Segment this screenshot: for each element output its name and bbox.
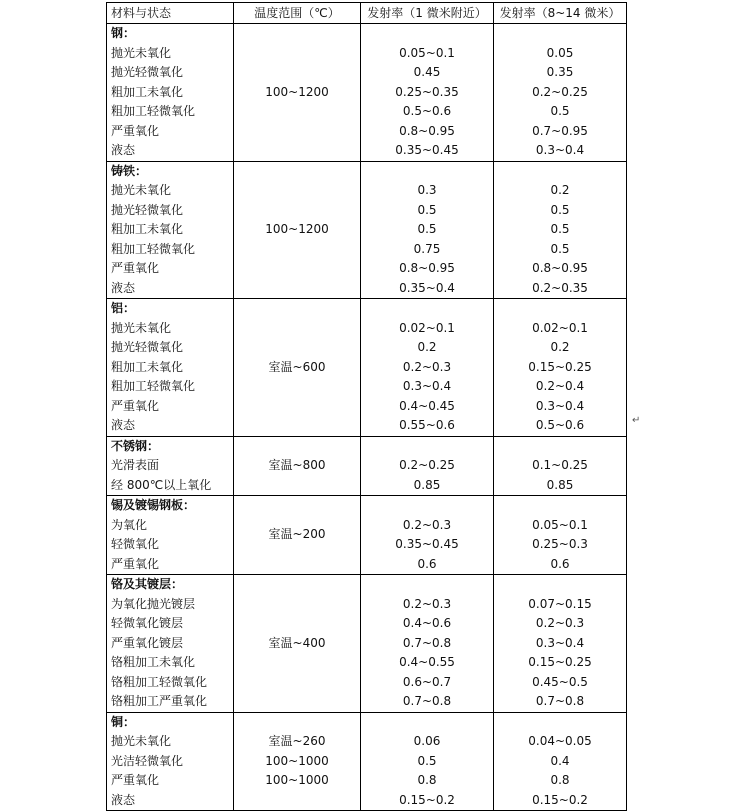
- emissivity-8-14um-value: 0.15~0.25: [528, 359, 592, 374]
- emissivity-8-14um-cell: [494, 712, 627, 811]
- emissivity-1um-value: 0.4~0.55: [399, 655, 455, 669]
- material-state: 经 800℃以上氧化: [111, 477, 212, 492]
- emissivity-1um-value: 0.85: [413, 477, 441, 492]
- emissivity-8-14um-value: 0.2~0.35: [532, 280, 588, 295]
- emissivity-8-14um-value: 0.1~0.25: [532, 458, 588, 472]
- emissivity-8-14um-cell: [494, 161, 627, 299]
- temperature-range: 室温~260: [268, 734, 326, 748]
- emissivity-1um-value: 0.3~0.4: [402, 379, 452, 393]
- emissivity-8-14um-value: 0.5: [550, 104, 570, 118]
- material-group-row: [107, 24, 627, 162]
- temperature-cell: [234, 24, 361, 162]
- emissivity-1um-value: 0.5: [417, 222, 437, 236]
- emissivity-1um-cell: [361, 712, 494, 811]
- emissivity-8-14um-value: 0.2: [550, 183, 570, 197]
- material-state: 粗加工轻微氧化: [111, 104, 196, 118]
- emissivity-8-14um-cell: [494, 575, 627, 713]
- emissivity-8-14um-value: 0.05: [546, 45, 574, 60]
- header-temp: 温度范围（℃）: [234, 3, 361, 24]
- material-group-row: [107, 496, 627, 575]
- emissivity-1um-cell: [361, 575, 494, 713]
- emissivity-table: [106, 2, 627, 811]
- emissivity-1um-value: 0.02~0.1: [399, 320, 455, 335]
- material-state: 抛光轻微氧化: [111, 340, 184, 354]
- emissivity-8-14um-value: 0.45~0.5: [532, 674, 588, 689]
- temperature-range: 100~1000: [265, 773, 329, 787]
- emissivity-8-14um-value: 0.2~0.25: [532, 84, 588, 99]
- emissivity-8-14um-value: 0.15~0.25: [528, 655, 592, 669]
- emissivity-1um-value: 0.05~0.1: [399, 45, 455, 60]
- material-state: 液态: [111, 143, 136, 157]
- emissivity-1um-value: 0.55~0.6: [399, 418, 455, 432]
- emissivity-8-14um-value: 0.3~0.4: [535, 398, 585, 413]
- material-state: 抛光未氧化: [111, 734, 172, 748]
- material-cell: [107, 712, 234, 811]
- material-state: 铬粗加工严重氧化: [111, 694, 208, 708]
- header-material: 材料与状态: [107, 3, 234, 24]
- emissivity-1um-value: 0.7~0.8: [402, 635, 452, 650]
- material-group-row: [107, 161, 627, 299]
- material-state: 光洁轻微氧化: [111, 753, 184, 768]
- emissivity-8-14um-value: 0.7~0.8: [535, 694, 585, 708]
- emissivity-1um-value: 0.35~0.45: [395, 537, 459, 551]
- material-state: 粗加工未氧化: [111, 84, 184, 99]
- emissivity-8-14um-value: 0.5: [550, 222, 570, 236]
- temperature-cell: [234, 161, 361, 299]
- temperature-cell: [234, 575, 361, 713]
- material-group-row: [107, 436, 627, 496]
- emissivity-1um-value: 0.25~0.35: [395, 84, 459, 99]
- emissivity-1um-value: 0.6: [417, 556, 437, 571]
- emissivity-1um-value: 0.3: [417, 183, 437, 197]
- temperature-cell: [234, 299, 361, 437]
- group-name: 不锈钢：: [111, 438, 160, 453]
- emissivity-1um-cell: [361, 161, 494, 299]
- temperature-range: 室温~600: [268, 359, 326, 374]
- emissivity-8-14um-value: 0.3~0.4: [535, 635, 585, 650]
- header-row: [107, 3, 627, 24]
- emissivity-8-14um-value: 0.8: [550, 773, 570, 787]
- paragraph-return-mark: ↵: [632, 415, 641, 426]
- emissivity-1um-value: 0.7~0.8: [402, 694, 452, 708]
- material-state: 严重氧化镀层: [111, 635, 184, 650]
- material-state: 光滑表面: [111, 458, 160, 472]
- emissivity-1um-value: 0.2~0.3: [402, 517, 452, 532]
- group-name: 锡及镀锡钢板：: [111, 498, 196, 512]
- emissivity-1um-cell: [361, 436, 494, 496]
- temperature-range: 室温~200: [268, 527, 326, 542]
- material-cell: [107, 496, 234, 575]
- material-state: 严重氧化: [111, 398, 160, 413]
- emissivity-8-14um-value: 0.3~0.4: [535, 143, 585, 157]
- group-name: 铸铁：: [111, 163, 148, 178]
- emissivity-1um-value: 0.5~0.6: [402, 104, 452, 118]
- material-state: 抛光轻微氧化: [111, 65, 184, 79]
- emissivity-1um-value: 0.8~0.95: [399, 123, 455, 138]
- emissivity-1um-value: 0.35~0.45: [395, 143, 459, 157]
- emissivity-8-14um-cell: [494, 299, 627, 437]
- emissivity-1um-value: 0.2~0.3: [402, 359, 452, 374]
- emissivity-8-14um-value: 0.15~0.2: [532, 792, 588, 807]
- material-state: 轻微氧化镀层: [111, 616, 184, 630]
- emissivity-8-14um-value: 0.7~0.95: [532, 123, 588, 138]
- material-state: 为氧化抛光镀层: [111, 596, 196, 611]
- material-cell: [107, 575, 234, 713]
- material-cell: [107, 161, 234, 299]
- emissivity-8-14um-value: 0.2~0.4: [535, 379, 585, 393]
- emissivity-8-14um-value: 0.6: [550, 556, 570, 571]
- emissivity-8-14um-value: 0.25~0.3: [532, 537, 588, 551]
- material-state: 液态: [111, 792, 136, 807]
- material-state: 液态: [111, 418, 136, 432]
- group-name: 铬及其镀层：: [111, 577, 184, 591]
- emissivity-8-14um-cell: [494, 436, 627, 496]
- emissivity-1um-value: 0.6~0.7: [402, 674, 452, 689]
- material-state: 为氧化: [111, 517, 148, 532]
- emissivity-1um-cell: [361, 24, 494, 162]
- emissivity-1um-value: 0.5: [417, 202, 437, 217]
- emissivity-1um-value: 0.35~0.4: [399, 280, 455, 295]
- emissivity-1um-cell: [361, 299, 494, 437]
- emissivity-1um-value: 0.75: [413, 241, 441, 256]
- material-group-row: [107, 712, 627, 811]
- emissivity-1um-value: 0.4~0.6: [402, 616, 452, 630]
- temperature-cell: [234, 436, 361, 496]
- emissivity-1um-value: 0.8: [417, 773, 437, 787]
- material-state: 抛光未氧化: [111, 45, 172, 60]
- emissivity-8-14um-cell: [494, 496, 627, 575]
- emissivity-1um-value: 0.2~0.3: [402, 596, 452, 611]
- temperature-range: 室温~400: [268, 635, 326, 650]
- emissivity-1um-value: 0.8~0.95: [399, 261, 455, 275]
- emissivity-1um-value: 0.4~0.45: [399, 398, 455, 413]
- material-state: 严重氧化: [111, 556, 160, 571]
- temperature-range: 100~1000: [265, 753, 329, 768]
- emissivity-8-14um-value: 0.07~0.15: [528, 596, 592, 611]
- emissivity-1um-value: 0.45: [413, 65, 441, 79]
- material-state: 抛光未氧化: [111, 320, 172, 335]
- material-state: 抛光未氧化: [111, 183, 172, 197]
- header-emissivity-1um: 发射率（1 微米附近）: [361, 3, 494, 24]
- emissivity-8-14um-value: 0.35: [546, 65, 574, 79]
- material-cell: [107, 24, 234, 162]
- temperature-range: 室温~800: [268, 458, 326, 472]
- emissivity-1um-value: 0.2~0.25: [399, 458, 455, 472]
- material-state: 粗加工轻微氧化: [111, 241, 196, 256]
- emissivity-8-14um-value: 0.04~0.05: [528, 734, 592, 748]
- material-state: 严重氧化: [111, 123, 160, 138]
- material-state: 严重氧化: [111, 773, 160, 787]
- material-cell: [107, 299, 234, 437]
- material-state: 严重氧化: [111, 261, 160, 275]
- emissivity-8-14um-value: 0.05~0.1: [532, 517, 588, 532]
- emissivity-8-14um-value: 0.8~0.95: [532, 261, 588, 275]
- emissivity-8-14um-value: 0.85: [546, 477, 574, 492]
- material-state: 液态: [111, 280, 136, 295]
- material-state: 粗加工轻微氧化: [111, 379, 196, 393]
- material-state: 粗加工未氧化: [111, 359, 184, 374]
- emissivity-8-14um-cell: [494, 24, 627, 162]
- emissivity-8-14um-value: 0.02~0.1: [532, 320, 588, 335]
- material-state: 抛光轻微氧化: [111, 202, 184, 217]
- emissivity-8-14um-value: 0.5: [550, 241, 570, 256]
- material-state: 铬粗加工轻微氧化: [111, 674, 208, 689]
- emissivity-8-14um-value: 0.5~0.6: [535, 418, 585, 432]
- emissivity-1um-value: 0.15~0.2: [399, 792, 455, 807]
- group-name: 铜：: [111, 714, 136, 729]
- emissivity-1um-value: 0.06: [413, 734, 441, 748]
- emissivity-1um-value: 0.5: [417, 753, 437, 768]
- temperature-range: 100~1200: [265, 222, 329, 236]
- material-state: 轻微氧化: [111, 537, 160, 551]
- material-state: 铬粗加工未氧化: [111, 655, 196, 669]
- temperature-range: [234, 791, 360, 811]
- header-emissivity-8-14um: 发射率（8~14 微米）: [494, 3, 627, 24]
- temperature-cell: [234, 712, 361, 811]
- group-name: 铝：: [111, 301, 136, 315]
- emissivity-1um-value: 0.2: [417, 340, 437, 354]
- emissivity-8-14um-value: 0.2~0.3: [535, 616, 585, 630]
- material-cell: [107, 436, 234, 496]
- material-group-row: [107, 575, 627, 713]
- emissivity-1um-cell: [361, 496, 494, 575]
- group-name: 钢：: [111, 26, 136, 40]
- temperature-range: 100~1200: [265, 84, 329, 99]
- emissivity-8-14um-value: 0.5: [550, 202, 570, 217]
- temperature-cell: [234, 496, 361, 575]
- material-group-row: [107, 299, 627, 437]
- material-state: 粗加工未氧化: [111, 222, 184, 236]
- emissivity-8-14um-value: 0.4: [550, 753, 570, 768]
- emissivity-8-14um-value: 0.2: [550, 340, 570, 354]
